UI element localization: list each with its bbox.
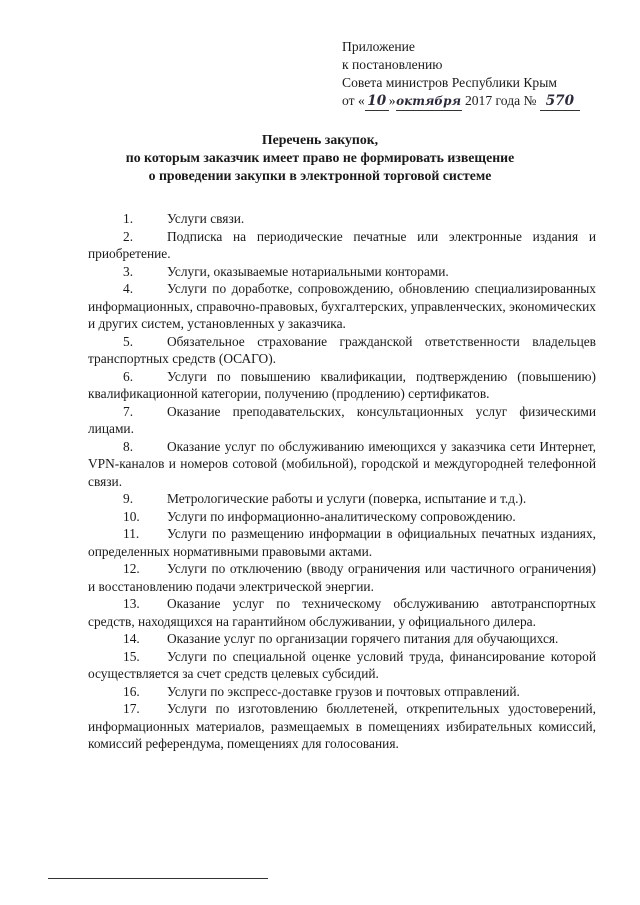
appendix-line-council: Совета министров Республики Крым bbox=[342, 75, 557, 90]
date-prefix: от « bbox=[342, 93, 365, 108]
appendix-title: Приложение bbox=[342, 39, 415, 54]
list-item-number: 6. bbox=[123, 368, 134, 384]
list-item bbox=[88, 210, 596, 228]
list-item bbox=[88, 280, 596, 333]
date-month-handwritten: октября bbox=[396, 92, 462, 111]
list-item bbox=[88, 490, 596, 508]
list-item-number: 15. bbox=[123, 648, 140, 664]
list-item-number: 13. bbox=[123, 596, 140, 611]
appendix-date-line bbox=[342, 92, 580, 111]
list-item bbox=[88, 438, 596, 491]
list-item-number: 5. bbox=[123, 333, 134, 349]
list-item bbox=[88, 525, 596, 560]
list-item-number: 4. bbox=[123, 281, 134, 296]
title-line-2: по которым заказчик имеет право не формировать извещение bbox=[125, 150, 515, 165]
list-item-text: Оказание услуг по обслуживанию имеющихся у заказчика сети Интернет, VPN-каналов и номеров сотовой (мобильной), городской и междугородней телефонной связи. bbox=[88, 438, 596, 489]
date-year: 2017 года № bbox=[461, 93, 540, 108]
list-item bbox=[88, 263, 596, 281]
list-item-text: Услуги связи. bbox=[167, 211, 245, 226]
list-item-number: 16. bbox=[123, 683, 140, 699]
list-item-text: Услуги по специальной оценке условий труда, финансирование которой осуществляется за счет средств целевых субсидий. bbox=[88, 648, 596, 681]
list-item-number: 12. bbox=[123, 561, 140, 576]
list-item-text: Обязательное страхование гражданской ответственности владельцев транспортных средств (ОСАГО). bbox=[88, 333, 596, 366]
list-item bbox=[88, 228, 596, 263]
list-item-text: Оказание преподавательских, консультационных услуг физическими лицами. bbox=[88, 403, 596, 436]
appendix-line-resolution: к постановлению bbox=[342, 57, 443, 72]
list-item-text: Услуги, оказываемые нотариальными конторами. bbox=[167, 263, 449, 279]
date-day-handwritten: 10 bbox=[365, 92, 389, 111]
list-item-text: Услуги по размещению информации в официальных печатных изданиях, определенных нормативными правовыми актами. bbox=[88, 526, 596, 559]
list-item-text: Услуги по повышению квалификации, подтверждению (повышению) квалификационной категории, получению (продлению) сертификатов. bbox=[88, 368, 596, 401]
list-item-number: 2. bbox=[123, 228, 134, 244]
list-item bbox=[88, 508, 596, 526]
procurement-list bbox=[88, 210, 596, 753]
list-item-text: Услуги по отключению (вводу ограничения или частичного ограничения) и восстановлению подачи электрической энергии. bbox=[88, 561, 596, 594]
list-item bbox=[88, 700, 596, 753]
list-item-text: Услуги по экспресс-доставке грузов и почтовых отправлений. bbox=[167, 683, 520, 699]
list-item-number: 1. bbox=[123, 211, 134, 226]
list-item-text: Оказание услуг по техническому обслуживанию автотранспортных средств, находящихся на гарантийном обслуживании, у официального дилера. bbox=[88, 596, 596, 629]
title-line-1: Перечень закупок, bbox=[261, 132, 379, 147]
list-item-number: 9. bbox=[123, 491, 134, 506]
list-item-text: Оказание услуг по организации горячего питания для обучающихся. bbox=[167, 631, 559, 646]
list-item-text: Метрологические работы и услуги (поверка, испытание и т.д.). bbox=[167, 491, 527, 506]
list-item bbox=[88, 560, 596, 595]
list-item-number: 3. bbox=[123, 263, 134, 279]
list-item-text: Услуги по информационно-аналитическому сопровождению. bbox=[167, 508, 516, 524]
document-number-handwritten: 570 bbox=[540, 92, 580, 111]
list-item-number: 8. bbox=[123, 438, 134, 454]
date-separator: » bbox=[388, 93, 396, 108]
list-item bbox=[88, 333, 596, 368]
list-item bbox=[88, 630, 596, 648]
footnote-divider bbox=[48, 878, 268, 879]
list-item bbox=[88, 683, 596, 701]
appendix-block bbox=[342, 38, 580, 111]
list-item-number: 17. bbox=[123, 701, 140, 716]
list-item bbox=[88, 648, 596, 683]
list-item-text: Услуги по доработке, сопровождению, обновлению специализированных информационных, справочно-правовых, бухгалтерских, управленческих, экономических и других систем, установленных у заказчика. bbox=[88, 281, 596, 331]
list-item-text: Подписка на периодические печатные или электронные издания и приобретение. bbox=[88, 228, 596, 261]
list-item-number: 7. bbox=[123, 403, 134, 419]
list-item-text: Услуги по изготовлению бюллетеней, открепительных удостоверений, информационных материалов, размещаемых в помещениях избирательных комиссий, комиссий референдума, помещениях для голосования. bbox=[88, 701, 596, 751]
list-item-number: 10. bbox=[123, 508, 140, 524]
list-item bbox=[88, 595, 596, 630]
list-item-number: 11. bbox=[123, 526, 140, 541]
list-item bbox=[88, 403, 596, 438]
list-item-number: 14. bbox=[123, 631, 140, 646]
title-line-3: о проведении закупки в электронной торговой системе bbox=[148, 168, 492, 183]
document-title bbox=[100, 131, 540, 185]
list-item bbox=[88, 368, 596, 403]
